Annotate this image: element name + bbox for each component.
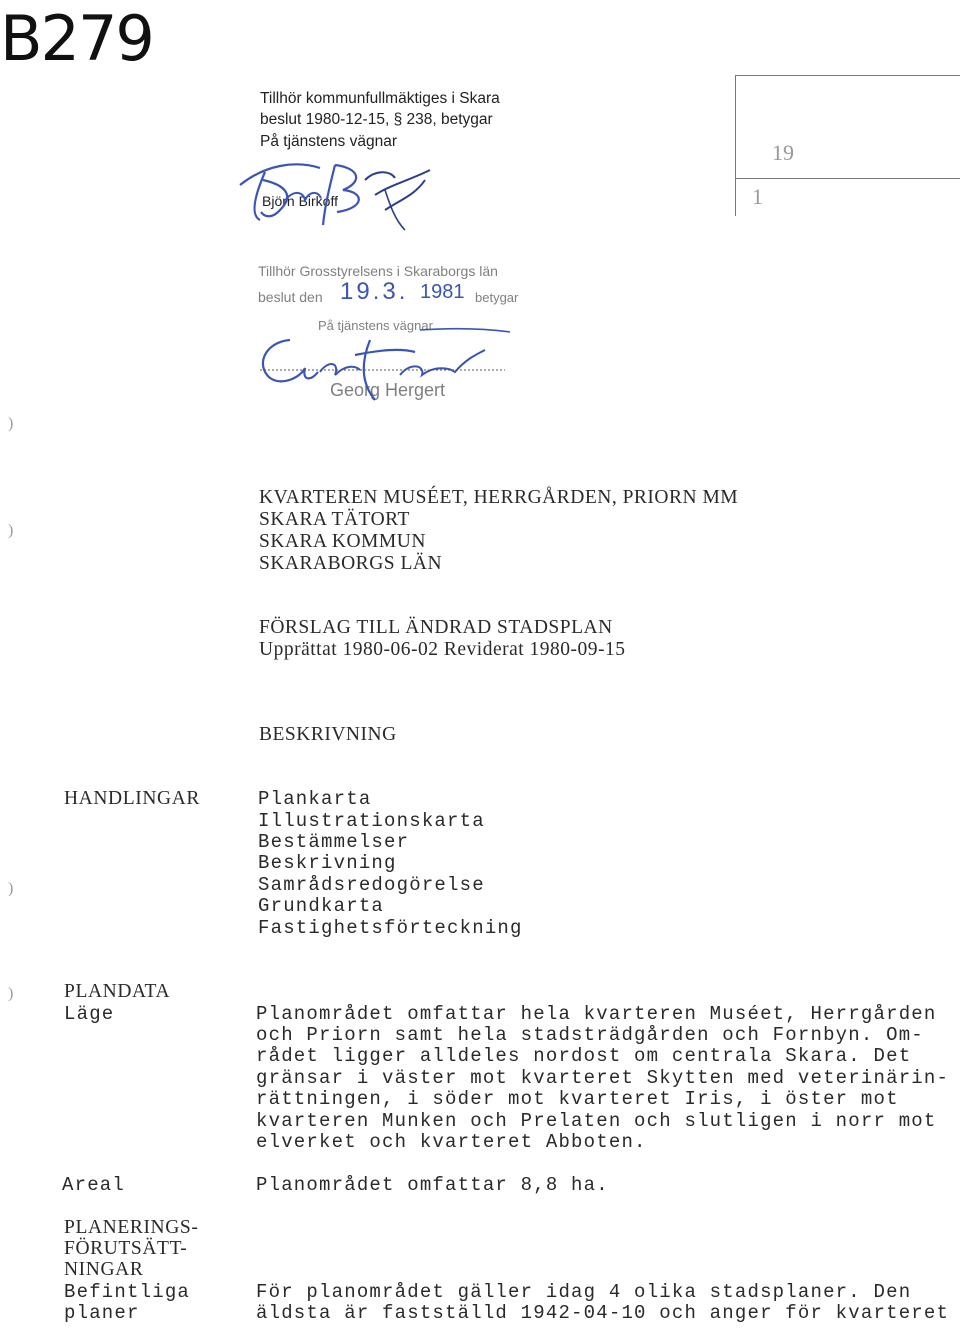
handlingar-item: Fastighetsförteckning (258, 917, 523, 939)
scan-mark: ) (8, 880, 14, 897)
signature-birkoff (225, 140, 455, 235)
header-quarters: KVARTEREN MUSÉET, HERRGÅRDEN, PRIORN MM (259, 487, 739, 508)
stamp1-line2: beslut 1980-12-15, § 238, betygar (260, 111, 493, 128)
lage-label: Läge (64, 1003, 115, 1025)
document-id: B279 (0, 2, 153, 75)
lage-text-line: gränsar i väster mot kvarteret Skytten med veterinärin- (256, 1067, 950, 1089)
stamp2-line3: På tjänstens vägnar (318, 318, 433, 333)
scan-mark: ) (8, 985, 14, 1002)
handlingar-label: HANDLINGAR (64, 788, 200, 809)
lage-text-line: rättningen, i söder mot kvarteret Iris, i öster mot (256, 1088, 899, 1110)
stamp2-line2-prefix: beslut den (258, 289, 323, 305)
stamp2-year: 1981 (420, 281, 465, 303)
signature-hergert (250, 320, 520, 410)
planering-label-line: FÖRUTSÄTT- (64, 1238, 188, 1259)
scan-mark: ) (8, 415, 14, 432)
befintliga-label-line: Befintliga (64, 1281, 191, 1303)
areal-text: Planområdet omfattar 8,8 ha. (256, 1174, 609, 1196)
planering-label-line: NINGAR (64, 1259, 144, 1280)
header-municipality: SKARA KOMMUN (259, 531, 426, 552)
befintliga-text-line: För planområdet gäller idag 4 olika stadsplaner. Den (256, 1281, 912, 1303)
lage-text-line: och Priorn samt hela stadsträdgården och Fornbyn. Om- (256, 1024, 924, 1046)
stamp2-date: 19.3. (340, 278, 409, 305)
lage-text-line: rådet ligger alldeles nordost om centrala Skara. Det (256, 1045, 912, 1067)
header-town: SKARA TÄTORT (259, 509, 410, 530)
section-title: BESKRIVNING (259, 724, 397, 745)
handlingar-item: Bestämmelser (258, 831, 410, 853)
plandata-label: PLANDATA (64, 981, 171, 1002)
stamp2-line2-suffix: betygar (475, 290, 519, 305)
stamp1-name: Björn Birkoff (262, 193, 338, 209)
handlingar-item: Samrådsredogörelse (258, 874, 485, 896)
stamp2-name: Georg Hergert (330, 380, 446, 400)
proposal-dates: Upprättat 1980-06-02 Reviderat 1980-09-15 (259, 639, 626, 660)
stamp2-line1: Tillhör Grosstyrelsens i Skaraborgs län (258, 263, 498, 279)
stamp1-line1: Tillhör kommunfullmäktiges i Skara (260, 90, 500, 107)
areal-label: Areal (62, 1174, 126, 1196)
handlingar-item: Beskrivning (258, 852, 397, 874)
stamp1-line3: På tjänstens vägnar (260, 133, 398, 150)
handlingar-item: Plankarta (258, 788, 372, 810)
header-county: SKARABORGS LÄN (259, 553, 443, 574)
lage-text-line: Planområdet omfattar hela kvarteren Muséet, Herrgården (256, 1003, 937, 1025)
lage-text-line: elverket och kvarteret Abboten. (256, 1131, 647, 1153)
handlingar-item: Illustrationskarta (258, 810, 485, 832)
befintliga-text-line: äldsta är fastställd 1942-04-10 och anger för kvarteret (256, 1302, 950, 1324)
corner-stamp-text-b: 1 (752, 184, 763, 209)
befintliga-label-line: planer (64, 1302, 140, 1324)
proposal-title: FÖRSLAG TILL ÄNDRAD STADSPLAN (259, 617, 613, 638)
lage-text-line: kvarteren Munken och Prelaten och slutligen i norr mot (256, 1110, 937, 1132)
corner-stamp-text-a: 19 (772, 140, 794, 165)
planering-label-line: PLANERINGS- (64, 1217, 199, 1238)
scan-mark: ) (8, 522, 14, 539)
handlingar-item: Grundkarta (258, 895, 385, 917)
